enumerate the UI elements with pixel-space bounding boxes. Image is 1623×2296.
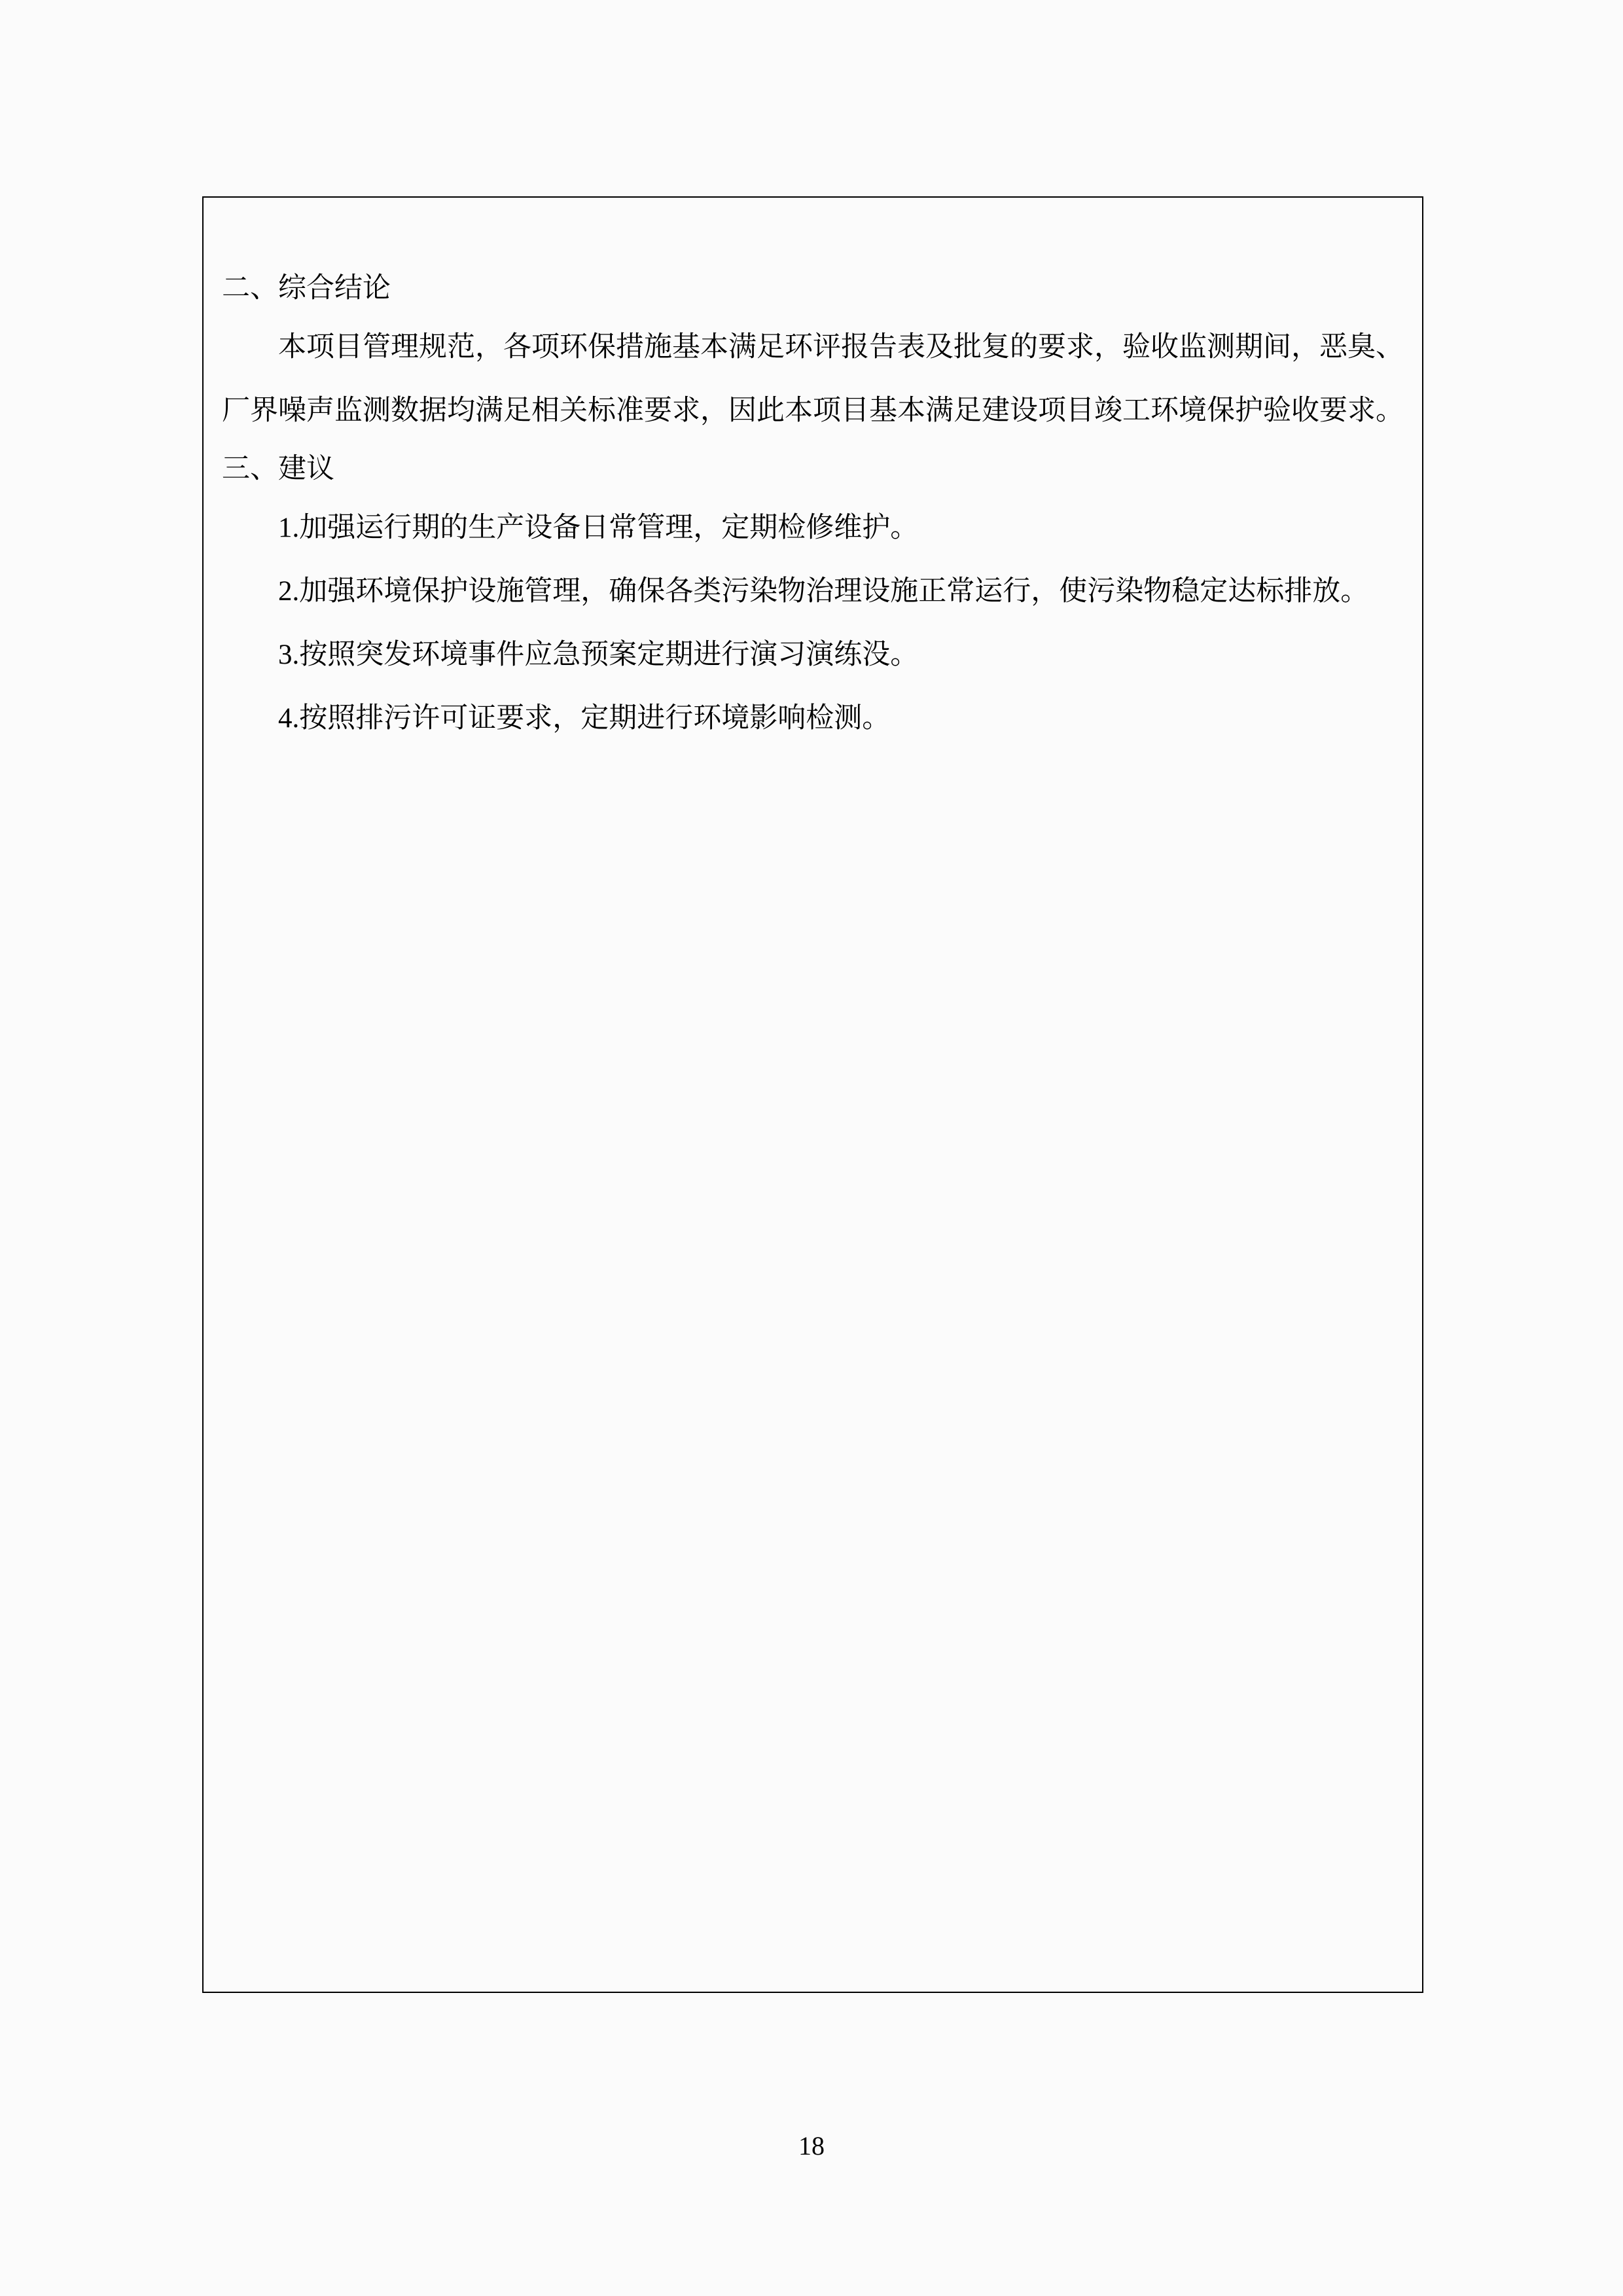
suggestion-item-2: 2.加强环境保护设施管理，确保各类污染物治理设施正常运行，使污染物稳定达标排放。 bbox=[278, 576, 1369, 607]
section-heading-suggestions: 三、建议 bbox=[222, 454, 334, 484]
suggestion-item-3: 3.按照突发环境事件应急预案定期进行演习演练没。 bbox=[278, 639, 919, 670]
conclusion-paragraph-line-2: 厂界噪声监测数据均满足相关标准要求，因此本项目基本满足建设项目竣工环境保护验收要求。 bbox=[222, 395, 1404, 426]
document-content-box bbox=[202, 196, 1423, 1993]
suggestion-item-4: 4.按照排污许可证要求，定期进行环境影响检测。 bbox=[278, 703, 891, 734]
page-number: 18 bbox=[798, 2131, 825, 2161]
section-heading-conclusion: 二、综合结论 bbox=[222, 273, 391, 304]
conclusion-paragraph-line-1: 本项目管理规范，各项环保措施基本满足环评报告表及批复的要求，验收监测期间，恶臭、 bbox=[278, 332, 1404, 363]
suggestion-item-1: 1.加强运行期的生产设备日常管理，定期检修维护。 bbox=[278, 512, 919, 543]
